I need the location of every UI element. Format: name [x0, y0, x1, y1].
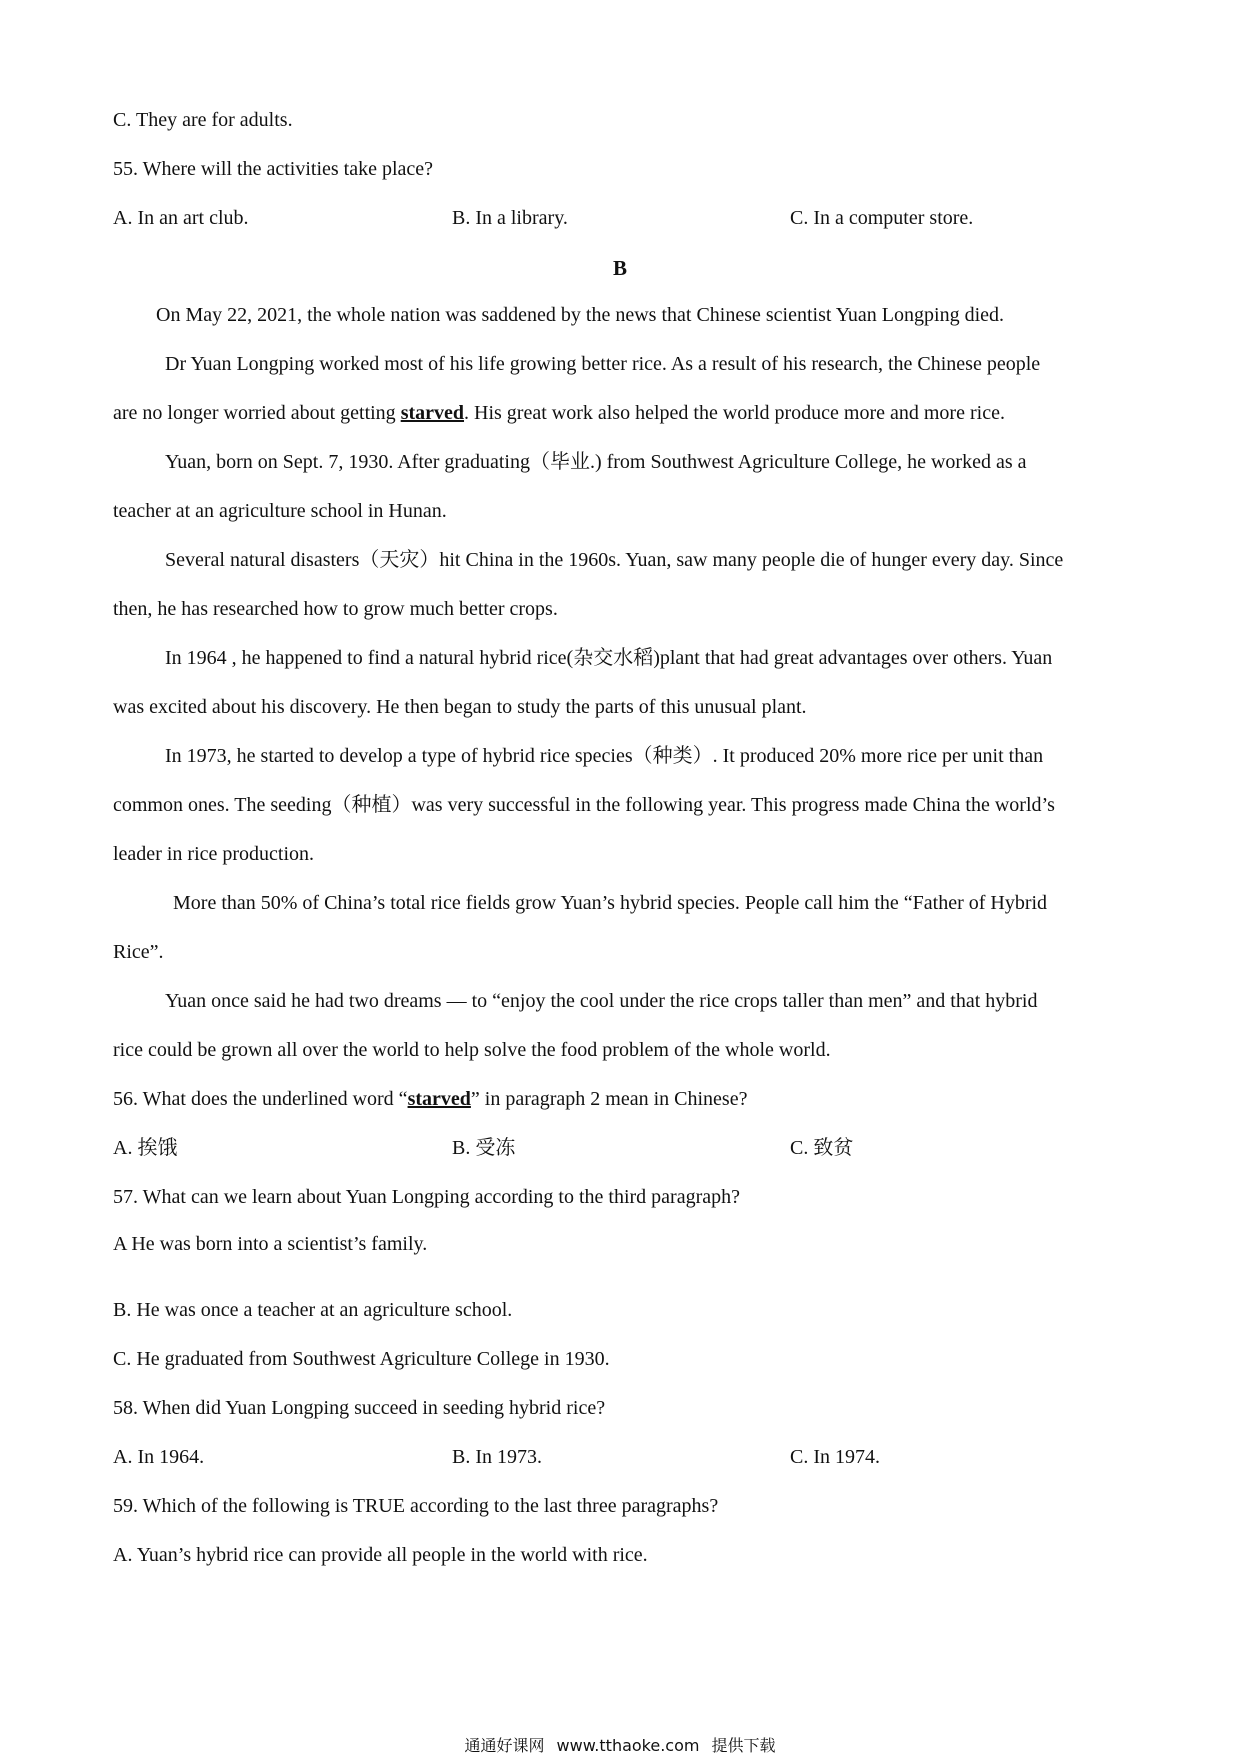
- underlined-word-starved: starved: [400, 402, 465, 424]
- passage-paragraph-2-line-1: Dr Yuan Longping worked most of his life growing better rice. As a result of his research, the Chinese people: [165, 353, 1041, 375]
- passage-paragraph-8-line-1: Yuan once said he had two dreams — to “enjoy the cool under the rice crops taller than men” and that hybrid: [165, 990, 1038, 1012]
- q59-option-a: A. Yuan’s hybrid rice can provide all people in the world with rice.: [113, 1544, 648, 1566]
- page-footer: [0, 1733, 1240, 1756]
- passage-paragraph-4-line-2: then, he has researched how to grow much better crops.: [113, 598, 558, 620]
- q57-question: 57. What can we learn about Yuan Longping according to the third paragraph?: [113, 1186, 741, 1208]
- q56-option-b: B. 受冻: [452, 1137, 516, 1159]
- q56-question: [113, 1087, 747, 1111]
- q55-option-a: A. In an art club.: [113, 207, 249, 229]
- q58-option-c: C. In 1974.: [790, 1446, 880, 1468]
- passage-paragraph-6-line-1: In 1973, he started to develop a type of hybrid rice species（种类）. It produced 20% more rice per unit than: [165, 745, 1044, 767]
- q54-option-c: C. They are for adults.: [113, 109, 293, 131]
- q57-option-a: A He was born into a scientist’s family.: [113, 1233, 428, 1255]
- p2-text-before: are no longer worried about getting: [113, 402, 401, 424]
- passage-paragraph-5-line-2: was excited about his discovery. He then began to study the parts of this unusual plant.: [113, 696, 807, 718]
- passage-paragraph-7-line-1: More than 50% of China’s total rice fields grow Yuan’s hybrid species. People call him the “Father of Hybrid: [173, 892, 1048, 914]
- section-b-title: B: [612, 256, 627, 280]
- q55-option-b: B. In a library.: [452, 207, 568, 229]
- passage-paragraph-1: On May 22, 2021, the whole nation was saddened by the news that Chinese scientist Yuan Longping died.: [156, 304, 1004, 326]
- passage-paragraph-6-line-3: leader in rice production.: [113, 843, 315, 865]
- passage-paragraph-3-line-1: Yuan, born on Sept. 7, 1930. After graduating（毕业.) from Southwest Agriculture College, he worked as a: [165, 451, 1027, 473]
- passage-paragraph-4-line-1: Several natural disasters（天灾）hit China in the 1960s. Yuan, saw many people die of hunger every day. Since: [165, 549, 1064, 571]
- q56-option-a: A. 挨饿: [113, 1137, 178, 1159]
- passage-paragraph-3-line-2: teacher at an agriculture school in Hunan.: [113, 500, 447, 522]
- passage-paragraph-7-line-2: Rice”.: [113, 941, 164, 963]
- q56-underlined-word: starved: [407, 1088, 471, 1110]
- q56-option-c: C. 致贫: [790, 1137, 854, 1159]
- q55-question: 55. Where will the activities take place?: [113, 158, 434, 180]
- q56-text-after: ” in paragraph 2 mean in Chinese?: [470, 1088, 748, 1110]
- passage-paragraph-5-line-1: In 1964 , he happened to find a natural hybrid rice(杂交水稻)plant that had great advantages over others. Yuan: [165, 647, 1053, 669]
- footer-brand: 通通好课网: [464, 1736, 545, 1755]
- q55-option-c: C. In a computer store.: [790, 207, 974, 229]
- passage-paragraph-6-line-2: common ones. The seeding（种植）was very successful in the following year. This progress made China the world’s: [113, 794, 1055, 816]
- footer-note: 提供下载: [711, 1736, 776, 1755]
- q57-option-c: C. He graduated from Southwest Agriculture College in 1930.: [113, 1348, 610, 1370]
- footer-url[interactable]: www.tthaoke.com: [556, 1736, 700, 1755]
- passage-paragraph-8-line-2: rice could be grown all over the world to help solve the food problem of the whole world.: [113, 1039, 831, 1061]
- q57-option-b: B. He was once a teacher at an agriculture school.: [113, 1299, 513, 1321]
- q59-question: 59. Which of the following is TRUE according to the last three paragraphs?: [113, 1495, 719, 1517]
- passage-paragraph-2-line-2: [113, 401, 1005, 425]
- q58-option-a: A. In 1964.: [113, 1446, 205, 1468]
- q58-question: 58. When did Yuan Longping succeed in seeding hybrid rice?: [113, 1397, 606, 1419]
- q56-text-before: 56. What does the underlined word “: [113, 1088, 408, 1110]
- p2-text-after: . His great work also helped the world produce more and more rice.: [464, 402, 1005, 424]
- q58-option-b: B. In 1973.: [452, 1446, 542, 1468]
